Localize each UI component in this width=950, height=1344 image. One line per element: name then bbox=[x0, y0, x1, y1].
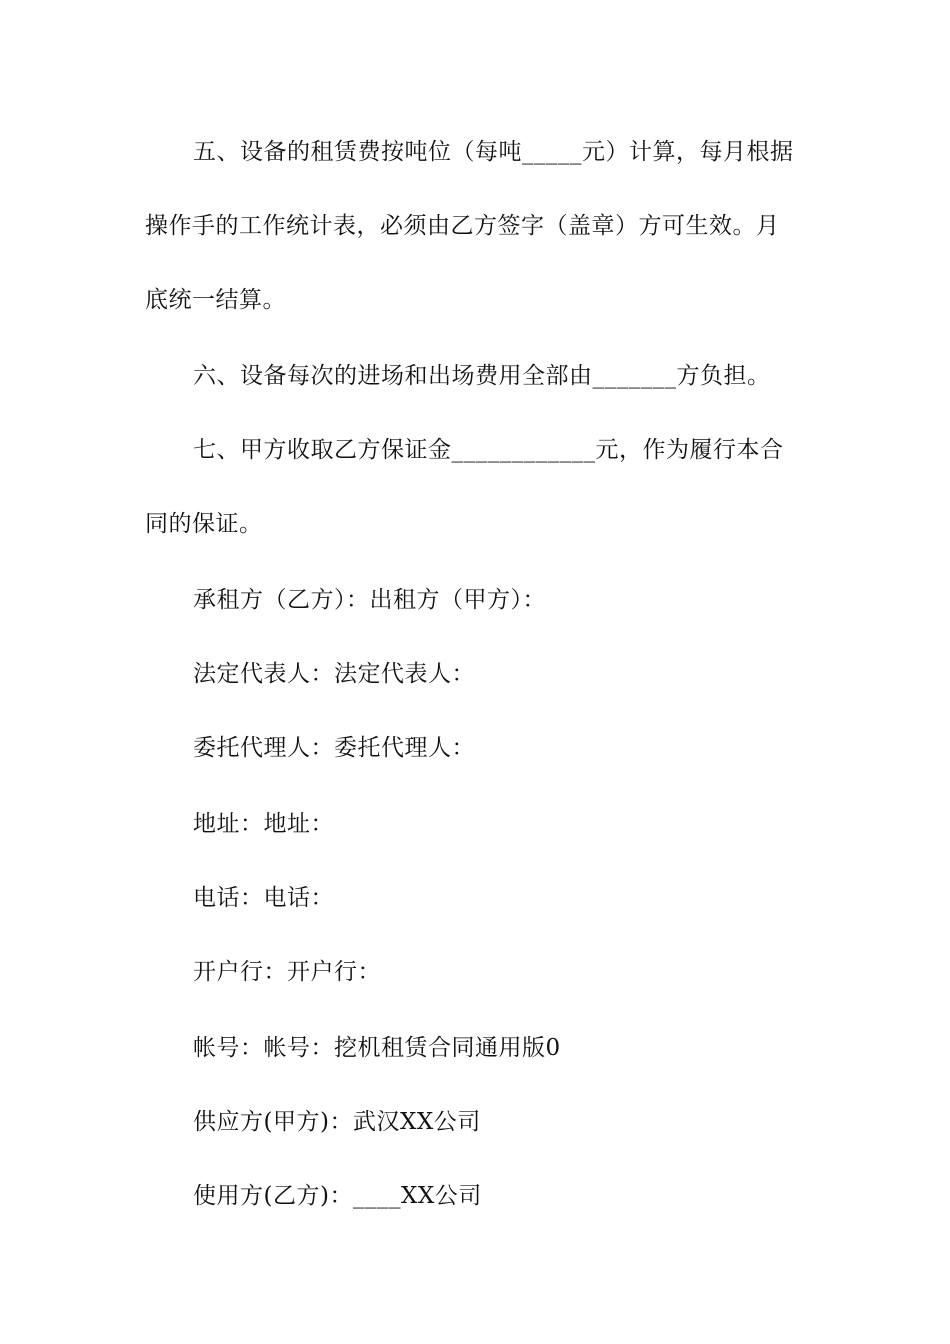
clause-6: 六、设备每次的进场和出场费用全部由_______方负担。 bbox=[193, 363, 771, 389]
clause-7-line-2: 同的保证。 bbox=[145, 511, 263, 537]
clause-5-line-2: 操作手的工作统计表，必须由乙方签字（盖章）方可生效。月 bbox=[145, 213, 780, 239]
telephone: 电话：电话： bbox=[193, 885, 334, 911]
user-party: 使用方(乙方)：____XX公司 bbox=[193, 1183, 482, 1209]
supplier-party: 供应方(甲方)：武汉XX公司 bbox=[193, 1109, 481, 1135]
legal-representative: 法定代表人：法定代表人： bbox=[193, 661, 475, 687]
clause-5-line-3: 底统一结算。 bbox=[145, 287, 286, 313]
authorized-agent: 委托代理人：委托代理人： bbox=[193, 735, 475, 761]
bank: 开户行：开户行： bbox=[193, 959, 381, 985]
party-labels: 承租方（乙方）：出租方（甲方）： bbox=[193, 587, 546, 613]
clause-5-line-1: 五、设备的租赁费按吨位（每吨_____元）计算，每月根据 bbox=[193, 139, 794, 165]
account-number: 帐号：帐号：挖机租赁合同通用版0 bbox=[193, 1035, 561, 1061]
clause-7-line-1: 七、甲方收取乙方保证金____________元，作为履行本合 bbox=[193, 437, 784, 463]
address: 地址：地址： bbox=[193, 811, 334, 837]
